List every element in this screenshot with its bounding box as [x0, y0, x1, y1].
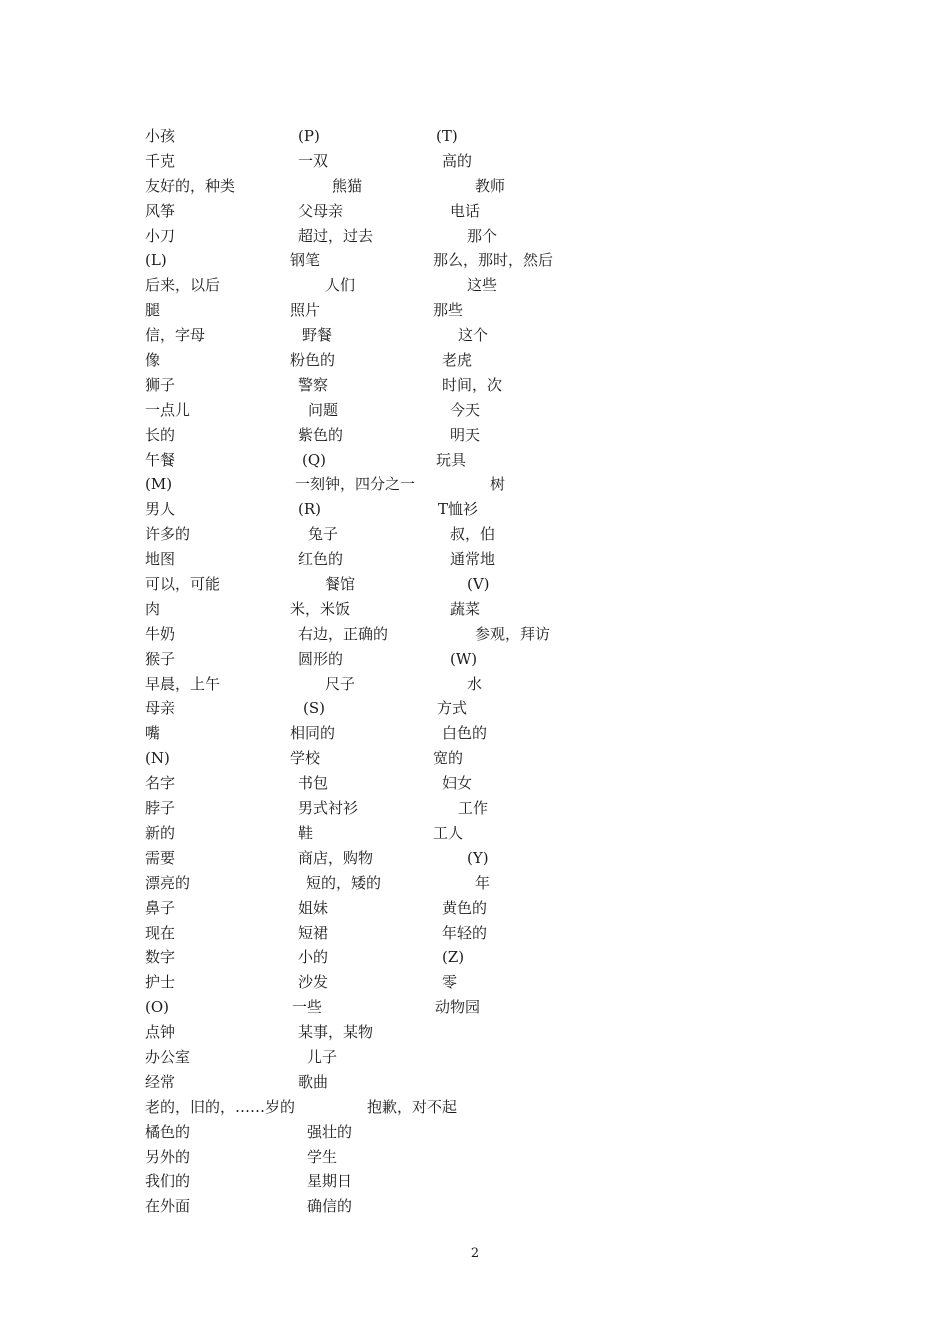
- vocab-row: [0, 945, 950, 970]
- vocab-row: [0, 970, 950, 995]
- vocab-entry: 学生: [307, 1147, 338, 1166]
- vocab-row: [0, 323, 950, 348]
- vocab-row: [0, 224, 950, 249]
- vocab-entry: 沙发: [298, 973, 329, 992]
- vocab-row: [0, 199, 950, 224]
- vocab-row: [0, 497, 950, 522]
- vocab-entry: 橘色的: [145, 1122, 191, 1141]
- vocab-entry: 黄色的: [442, 898, 488, 917]
- vocab-row: [0, 273, 950, 298]
- vocab-entry: 歌曲: [298, 1072, 329, 1091]
- vocab-row: [0, 1070, 950, 1095]
- vocab-entry: 新的: [145, 823, 176, 842]
- vocab-entry: 鞋: [298, 823, 314, 842]
- vocab-entry: 警察: [298, 375, 329, 394]
- vocab-entry: 千克: [145, 151, 176, 170]
- vocab-entry: (R): [298, 500, 321, 519]
- vocab-row: [0, 398, 950, 423]
- vocab-entry: 星期日: [307, 1172, 353, 1191]
- vocab-entry: 肉: [145, 599, 161, 618]
- vocab-row: [0, 572, 950, 597]
- vocab-entry: 高的: [442, 151, 473, 170]
- vocab-entry: 早晨，上午: [145, 674, 221, 693]
- vocab-entry: 那么，那时，然后: [433, 251, 554, 270]
- vocab-entry: (Z): [442, 948, 465, 967]
- vocab-entry: 白色的: [442, 724, 488, 743]
- vocab-row: [0, 373, 950, 398]
- vocab-entry: 后来，以后: [145, 276, 221, 295]
- vocab-entry: 数字: [145, 948, 176, 967]
- vocab-row: [0, 248, 950, 273]
- vocab-entry: T恤衫: [438, 500, 479, 519]
- vocab-entry: (Y): [467, 848, 489, 867]
- vocab-entry: (M): [145, 475, 173, 494]
- vocab-entry: 午餐: [145, 450, 176, 469]
- vocab-row: [0, 796, 950, 821]
- vocab-entry: (S): [303, 699, 325, 718]
- vocab-row: [0, 896, 950, 921]
- vocab-entry: 一些: [292, 998, 323, 1017]
- vocab-entry: 风筝: [145, 201, 176, 220]
- vocab-entry: 玩具: [436, 450, 467, 469]
- vocab-entry: 今天: [450, 400, 481, 419]
- vocab-entry: 参观，拜访: [475, 624, 551, 643]
- vocab-entry: 短的，矮的: [306, 873, 382, 892]
- vocab-entry: 经常: [145, 1072, 176, 1091]
- vocab-entry: 一双: [298, 151, 329, 170]
- vocab-entry: 护士: [145, 973, 176, 992]
- vocab-entry: 短裙: [298, 923, 329, 942]
- vocab-row: [0, 871, 950, 896]
- vocabulary-list: [0, 124, 950, 1219]
- vocab-entry: 树: [490, 475, 506, 494]
- vocab-entry: 需要: [145, 848, 176, 867]
- vocab-row: [0, 821, 950, 846]
- vocab-entry: 尺子: [325, 674, 356, 693]
- vocab-entry: 友好的，种类: [145, 176, 236, 195]
- vocab-entry: 强壮的: [307, 1122, 353, 1141]
- vocab-entry: 脖子: [145, 799, 176, 818]
- vocab-row: [0, 746, 950, 771]
- vocab-entry: 老虎: [442, 351, 473, 370]
- vocab-entry: 我们的: [145, 1172, 191, 1191]
- vocab-row: [0, 448, 950, 473]
- vocab-entry: 照片: [290, 301, 321, 320]
- vocab-entry: 在外面: [145, 1197, 191, 1216]
- vocab-entry: 紫色的: [298, 425, 344, 444]
- vocab-entry: 问题: [308, 400, 339, 419]
- vocab-entry: 办公室: [145, 1047, 191, 1066]
- vocab-entry: 野餐: [302, 326, 333, 345]
- vocab-entry: 像: [145, 351, 161, 370]
- vocab-entry: 那些: [433, 301, 464, 320]
- vocab-entry: 方式: [437, 699, 468, 718]
- vocab-row: [0, 1194, 950, 1219]
- vocab-entry: 圆形的: [298, 649, 344, 668]
- vocab-entry: 许多的: [145, 525, 191, 544]
- vocab-entry: 名字: [145, 774, 176, 793]
- vocab-row: [0, 472, 950, 497]
- vocab-entry: 人们: [325, 276, 356, 295]
- vocab-row: [0, 672, 950, 697]
- vocab-entry: 动物园: [435, 998, 481, 1017]
- vocab-entry: 相同的: [290, 724, 336, 743]
- vocab-entry: 叔，伯: [450, 525, 496, 544]
- vocab-row: [0, 921, 950, 946]
- vocab-entry: 电话: [450, 201, 481, 220]
- vocab-entry: 老的，旧的，……岁的: [145, 1097, 296, 1116]
- vocab-entry: 现在: [145, 923, 176, 942]
- vocab-row: [0, 124, 950, 149]
- vocab-entry: 姐妹: [298, 898, 329, 917]
- vocab-entry: 工人: [433, 823, 464, 842]
- vocab-entry: 男式衬衫: [298, 799, 359, 818]
- vocab-entry: (Q): [302, 450, 327, 469]
- vocab-entry: 宽的: [433, 749, 464, 768]
- vocab-entry: (V): [467, 575, 490, 594]
- vocab-row: [0, 597, 950, 622]
- vocab-entry: 年: [475, 873, 491, 892]
- vocab-entry: 小孩: [145, 127, 176, 145]
- vocab-entry: 长的: [145, 425, 176, 444]
- vocab-entry: (N): [145, 749, 170, 768]
- vocab-row: [0, 174, 950, 199]
- vocab-entry: 超过，过去: [298, 226, 374, 245]
- vocab-entry: 红色的: [298, 550, 344, 569]
- vocab-entry: 地图: [145, 550, 176, 569]
- vocab-row: [0, 1095, 950, 1120]
- vocab-entry: 牛奶: [145, 624, 176, 643]
- vocab-entry: 年轻的: [442, 923, 488, 942]
- vocab-entry: 漂亮的: [145, 873, 191, 892]
- vocab-entry: 那个: [467, 226, 498, 245]
- vocab-entry: 小刀: [145, 226, 176, 245]
- vocab-entry: 米，米饭: [290, 599, 351, 618]
- vocab-entry: 一刻钟，四分之一: [295, 475, 416, 494]
- vocab-row: [0, 1120, 950, 1145]
- vocab-entry: 书包: [298, 774, 329, 793]
- vocab-entry: 可以，可能: [145, 575, 221, 594]
- vocab-entry: 熊猫: [332, 176, 363, 195]
- vocab-entry: 工作: [458, 799, 489, 818]
- vocab-entry: 蔬菜: [450, 599, 481, 618]
- vocab-entry: 这个: [458, 326, 489, 345]
- vocab-entry: 商店，购物: [298, 848, 374, 867]
- vocab-entry: 父母亲: [298, 201, 344, 220]
- vocab-entry: 妇女: [442, 774, 473, 793]
- vocab-entry: 儿子: [307, 1047, 338, 1066]
- vocab-entry: 点钟: [145, 1023, 176, 1042]
- vocab-row: [0, 846, 950, 871]
- vocab-row: [0, 1020, 950, 1045]
- vocab-entry: 右边，正确的: [298, 624, 389, 643]
- vocab-row: [0, 647, 950, 672]
- vocab-entry: 小的: [298, 948, 329, 967]
- vocab-row: [0, 1145, 950, 1170]
- vocab-row: [0, 622, 950, 647]
- vocab-entry: 腿: [145, 301, 161, 320]
- vocab-entry: 零: [442, 973, 458, 992]
- vocab-entry: 鼻子: [145, 898, 176, 917]
- vocab-row: [0, 721, 950, 746]
- vocab-entry: 嘴: [145, 724, 161, 743]
- vocab-entry: 另外的: [145, 1147, 191, 1166]
- vocab-row: [0, 522, 950, 547]
- vocab-entry: 水: [467, 674, 483, 693]
- vocab-entry: 学校: [290, 749, 321, 768]
- vocab-row: [0, 348, 950, 373]
- vocab-entry: 时间，次: [442, 375, 503, 394]
- vocab-row: [0, 298, 950, 323]
- vocab-entry: 钢笔: [290, 251, 321, 270]
- vocab-row: [0, 1045, 950, 1070]
- vocab-entry: (P): [298, 127, 320, 145]
- vocab-entry: 某事，某物: [298, 1023, 374, 1042]
- vocab-row: [0, 771, 950, 796]
- vocab-entry: 信，字母: [145, 326, 206, 345]
- vocab-entry: 兔子: [308, 525, 339, 544]
- vocab-entry: 男人: [145, 500, 176, 519]
- vocab-row: [0, 696, 950, 721]
- vocab-entry: 这些: [467, 276, 498, 295]
- vocab-row: [0, 423, 950, 448]
- vocab-entry: 狮子: [145, 375, 176, 394]
- vocab-row: [0, 547, 950, 572]
- vocab-row: [0, 1169, 950, 1194]
- vocab-entry: 母亲: [145, 699, 176, 718]
- vocab-entry: (O): [145, 998, 170, 1017]
- vocab-entry: 通常地: [450, 550, 496, 569]
- vocab-entry: (T): [436, 127, 458, 145]
- vocab-entry: 一点儿: [145, 400, 191, 419]
- vocab-entry: 猴子: [145, 649, 176, 668]
- vocab-entry: (W): [450, 649, 478, 668]
- vocab-entry: 餐馆: [325, 575, 356, 594]
- page-number: 2: [470, 1246, 480, 1261]
- vocab-row: [0, 149, 950, 174]
- vocab-entry: 教师: [475, 176, 506, 195]
- vocab-entry: 明天: [450, 425, 481, 444]
- vocab-entry: 抱歉，对不起: [367, 1097, 458, 1116]
- vocab-entry: (L): [145, 251, 167, 270]
- vocab-row: [0, 995, 950, 1020]
- vocab-entry: 确信的: [307, 1197, 353, 1216]
- vocab-entry: 粉色的: [290, 351, 336, 370]
